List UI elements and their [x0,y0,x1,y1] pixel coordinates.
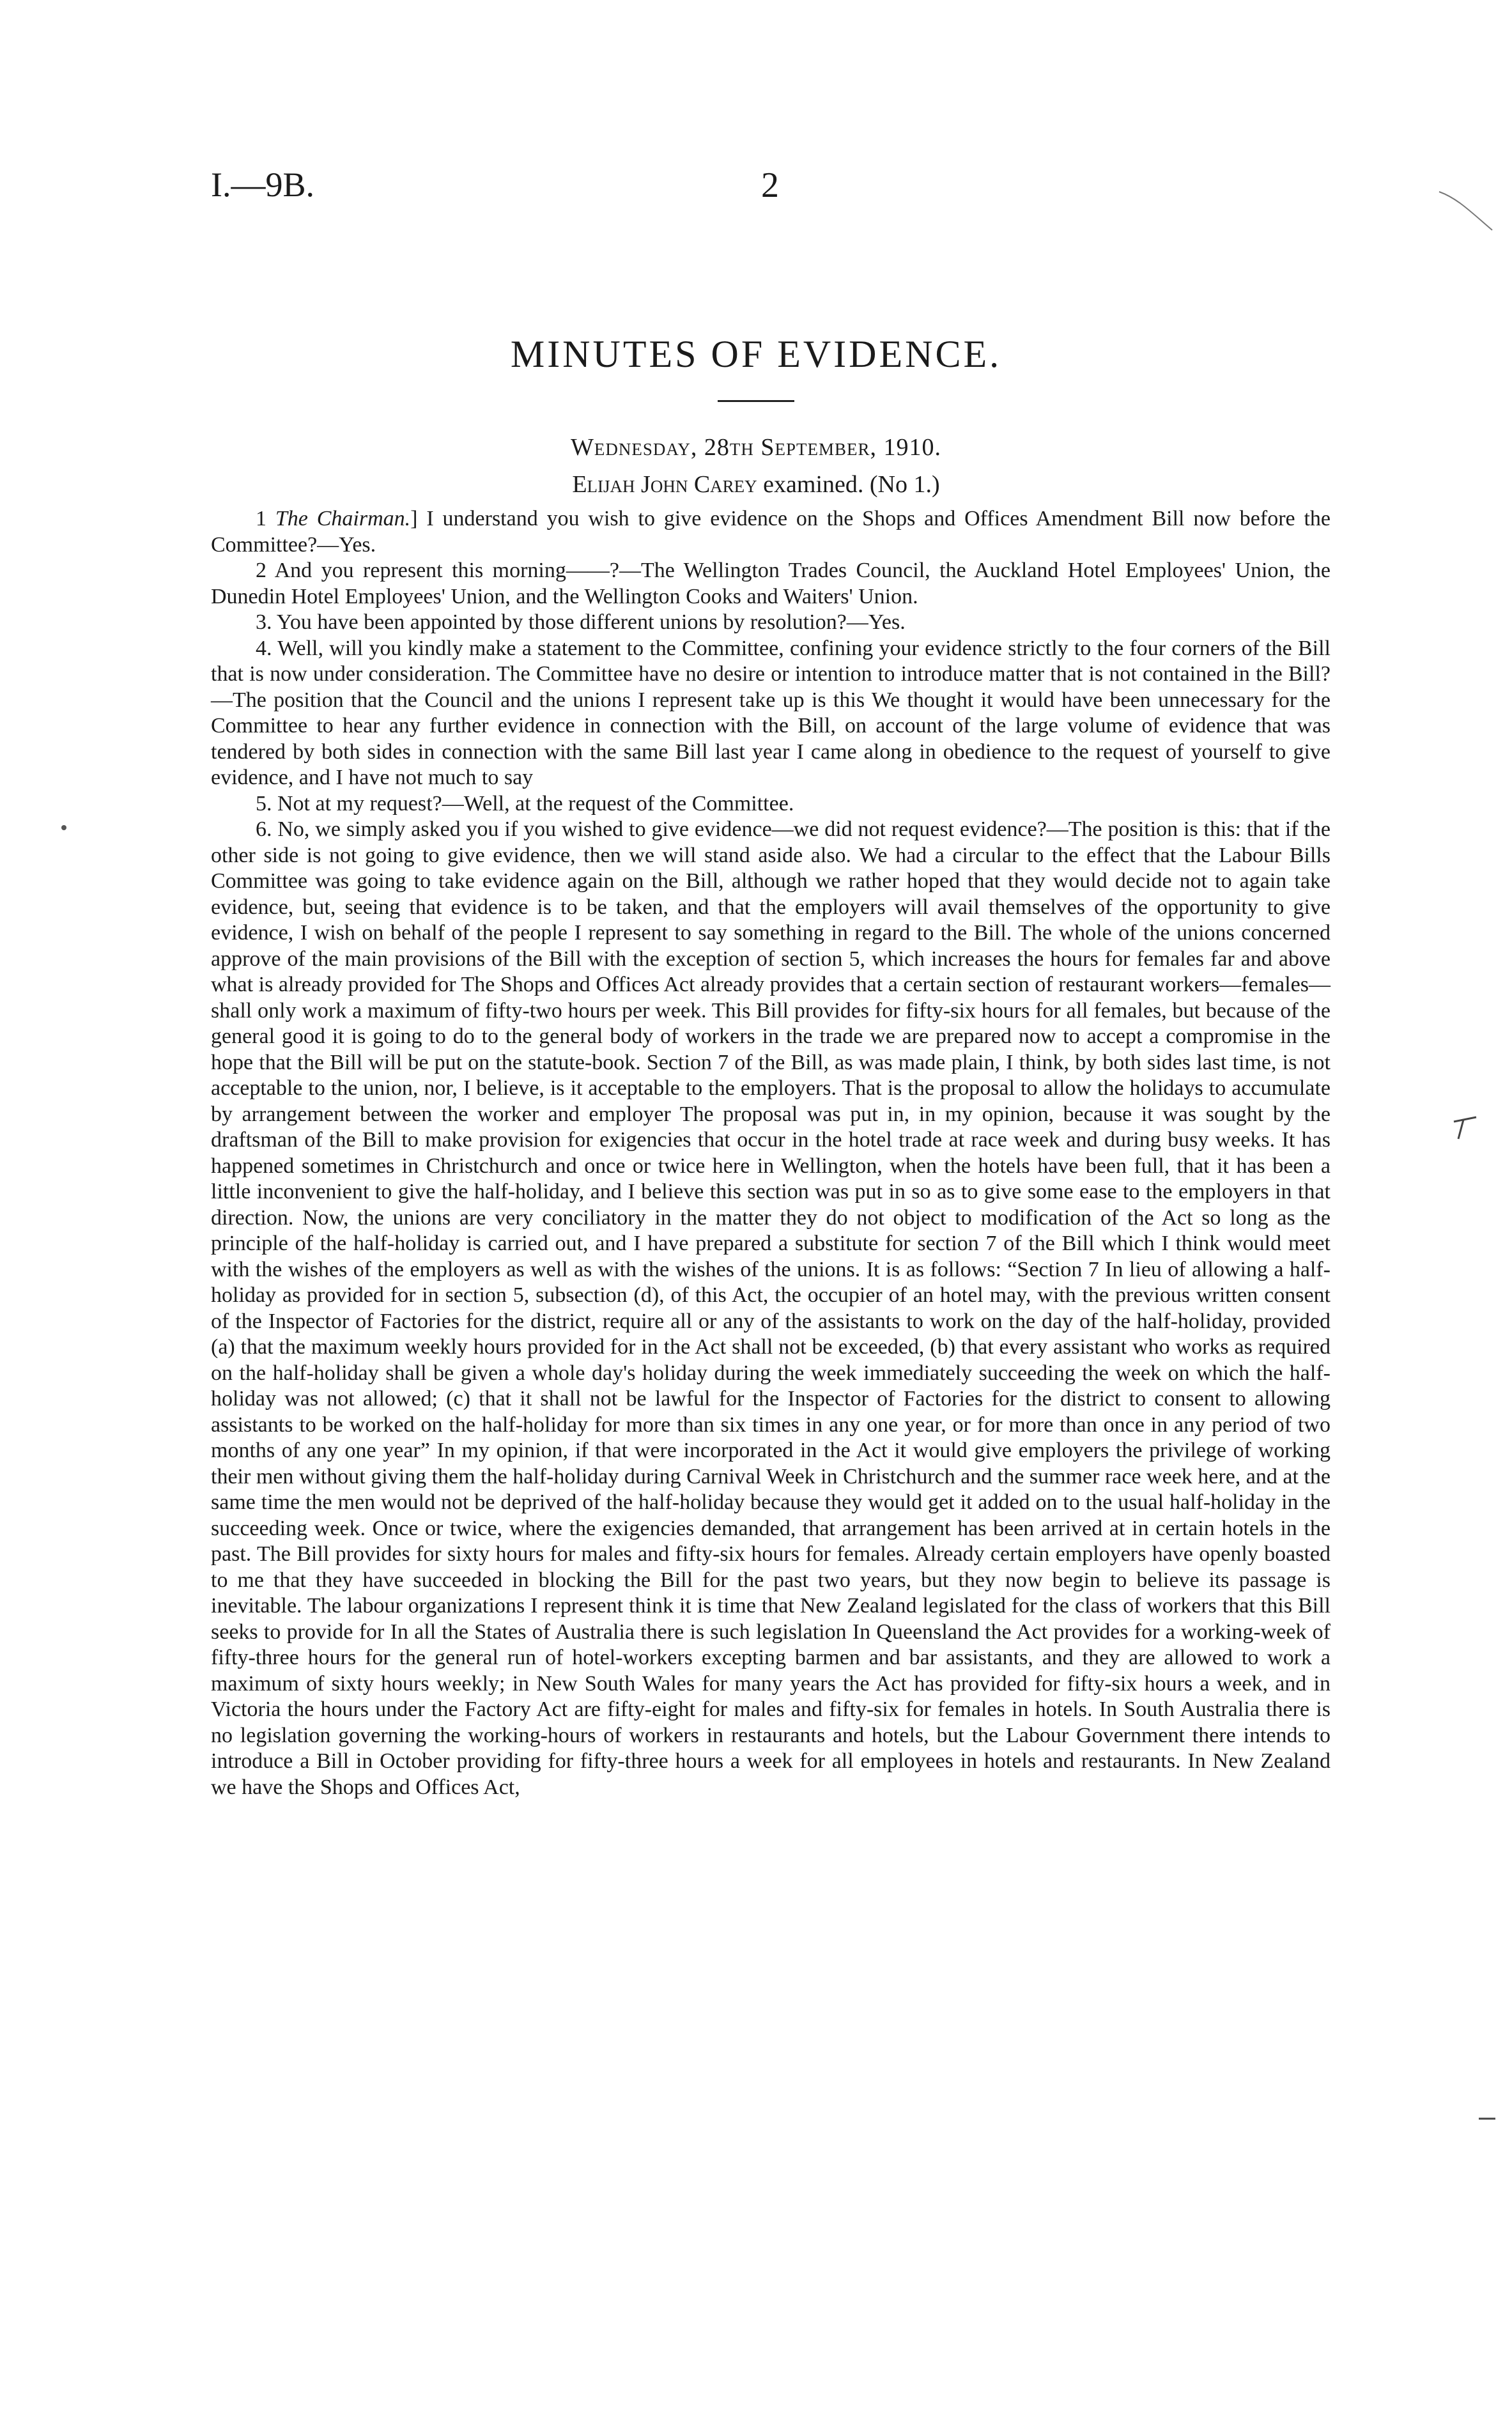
parliamentary-paper-reference: I.—9B. [211,166,314,204]
scan-dash-mark [1477,2115,1497,2122]
question-number: 6. [256,817,278,841]
witness-name: Elijah John Carey [572,471,757,498]
question-number: 4. [256,636,278,660]
document-title: MINUTES OF EVIDENCE. [510,333,1002,375]
evidence-paragraph [211,506,1331,558]
witness-line [0,470,1512,499]
question-number: 3. [256,610,277,634]
title-divider [718,400,794,402]
paragraph-text: ] I understand you wish to give evidence on the Shops and Offices Amendment Bill now before the Committee?—Yes. [211,507,1331,557]
scan-dot-mark [58,821,70,834]
paragraph-text: Not at my request?—Well, at the request of the Committee. [277,791,794,816]
paragraph-text: And you represent this morning——?—The Wellington Trades Council, the Auckland Hotel Employees' Union, the Dunedin Hotel Employees' Union, and the Wellington Cooks and Waiters' Union. [211,559,1331,608]
witness-examined-note: examined. (No 1.) [763,471,940,498]
question-number: 5. [256,791,277,816]
paragraph-text: You have been appointed by those different unions by resolution?—Yes. [276,610,906,634]
evidence-paragraph [211,817,1331,1800]
paragraph-text: No, we simply asked you if you wished to give evidence—we did not request evidence?—The position is this: that if the other side is not going to give evidence, then we will stand aside also. We had a circular to the effect that the Labour Bills Committee was going to take evidence again on the Bill, although we rather hoped that they would decide not to again take evidence, but, seeing that evidence is to be taken, and that the employers will avail themselves of the opportunity to give evidence, I wish on behalf of the people I represent to say something in regard to the Bill. The whole of the unions concerned approve of the main provisions of the Bill with the exception of section 5, which increases the hours for females far and above what is already provided for The Shops and Offices Act already provides that a certain section of restaurant workers—females—shall only work a maximum of fifty-two hours per week. This Bill provides for fifty-six hours for all females, but because of the general good it is going to do to the general body of workers in the trade we are prepared now to accept a compromise in the hope that the Bill will be put on the statute-book. Section 7 of the Bill, as was made plain, I think, by both sides last time, is not acceptable to the union, nor, I believe, is it acceptable to the employers. That is the proposal to allow the holidays to accumulate by arrangement between the worker and employer The proposal was put in, in my opinion, because it was sought by the draftsman of the Bill to make provision for exigencies that occur in the hotel trade at race week and during busy weeks. It has happened sometimes in Christchurch and once or twice here in Wellington, when the hotels have been full, that it has been a little inconvenient to give the half-holiday, and I believe this section was put in so as to give some ease to the employers in that direction. Now, the unions are very conciliatory in the matter they do not object to modification of the Act so long as the principle of the half-holiday is carried out, and I have prepared a substitute for section 7 of the Bill which I think would meet with the wishes of the employers as well as with the wishes of the unions. It is as follows: “Section 7 In lieu of allowing a half-holiday as provided for in section 5, subsection (d), of this Act, the occupier of an hotel may, with the previous written consent of the Inspector of Factories for the district, require all or any of the assistants to work on the day of the half-holiday, provided (a) that the maximum weekly hours provided for in the Act shall not be exceeded, (b) that every assistant who works as required on the half-holiday shall be given a whole day's holiday during the week immediately succeeding the week on which the half-holiday was not allowed; (c) that it shall not be lawful for the Inspector of Factories for the district to consent to allowing assistants to be worked on the half-holiday for more than six times in any one year, or for more than once in any period of two months of any one year” In my opinion, if that were incorporated in the Act it would give employers the privilege of working their men without giving them the half-holiday during Carnival Week in Christchurch and the summer race week here, and at the same time the men would not be deprived of the half-holiday because they would get it added on to the usual half-holiday in the succeeding week. Once or twice, where the exigencies demanded, that arrangement has been arrived at in certain hotels in the past. The Bill provides for sixty hours for males and fifty-six hours for females. Already certain employers have openly boasted to me that they have succeeded in blocking the Bill for the past two years, but they now begin to believe its passage is inevitable. The labour organizations I represent think it is time that New Zealand legislated for the class of workers that this Bill seeks to provide for In all the States of Australia there is such legislation In Queensland the Act provides for a working-week of fifty-three hours for the general run of hotel-workers excepting barmen and bar assistants, and they are allowed to work a maximum of sixty hours weekly; in New South Wales for many years the Act has provided for fifty-six hours a week, and in Victoria the hours under the Factory Act are fifty-eight for males and fifty-six for females in hotels. In South Australia there is no legislation governing the working-hours of workers in restaurants and hotels, but the Labour Government there intends to introduce a Bill in October providing for fifty-three hours a week for all employees in hotels and restaurants. In New Zealand we have the Shops and Offices Act, [211,817,1331,1799]
evidence-paragraph [211,558,1331,610]
question-number: 1 [256,507,275,530]
page-number: 2 [761,166,779,205]
session-date: Wednesday, 28th September, 1910. [570,434,942,461]
paragraph-text: Well, will you kindly make a statement to the Committee, confining your evidence strictly to the four corners of the Bill that is now under consideration. The Committee have no desire or intention to introduce matter that is not contained in the Bill?—The position that the Council and the unions I represent take up is this We thought it would have been unnecessary for the Committee to hear any further evidence in connection with the Bill, on account of the large volume of evidence that was tendered by both sides in connection with the same Bill last year I came along in obedience to the request of yourself to give evidence, and I have not much to say [211,636,1331,789]
scan-edge-mark [1438,185,1495,236]
evidence-paragraph [211,610,1331,636]
evidence-paragraph [211,636,1331,791]
evidence-body [211,506,1331,1800]
question-speaker: The Chairman. [275,507,411,530]
page-header [211,165,1329,216]
question-number: 2 [256,559,275,582]
margin-pencil-mark [1451,1112,1483,1144]
evidence-paragraph [211,791,1331,817]
